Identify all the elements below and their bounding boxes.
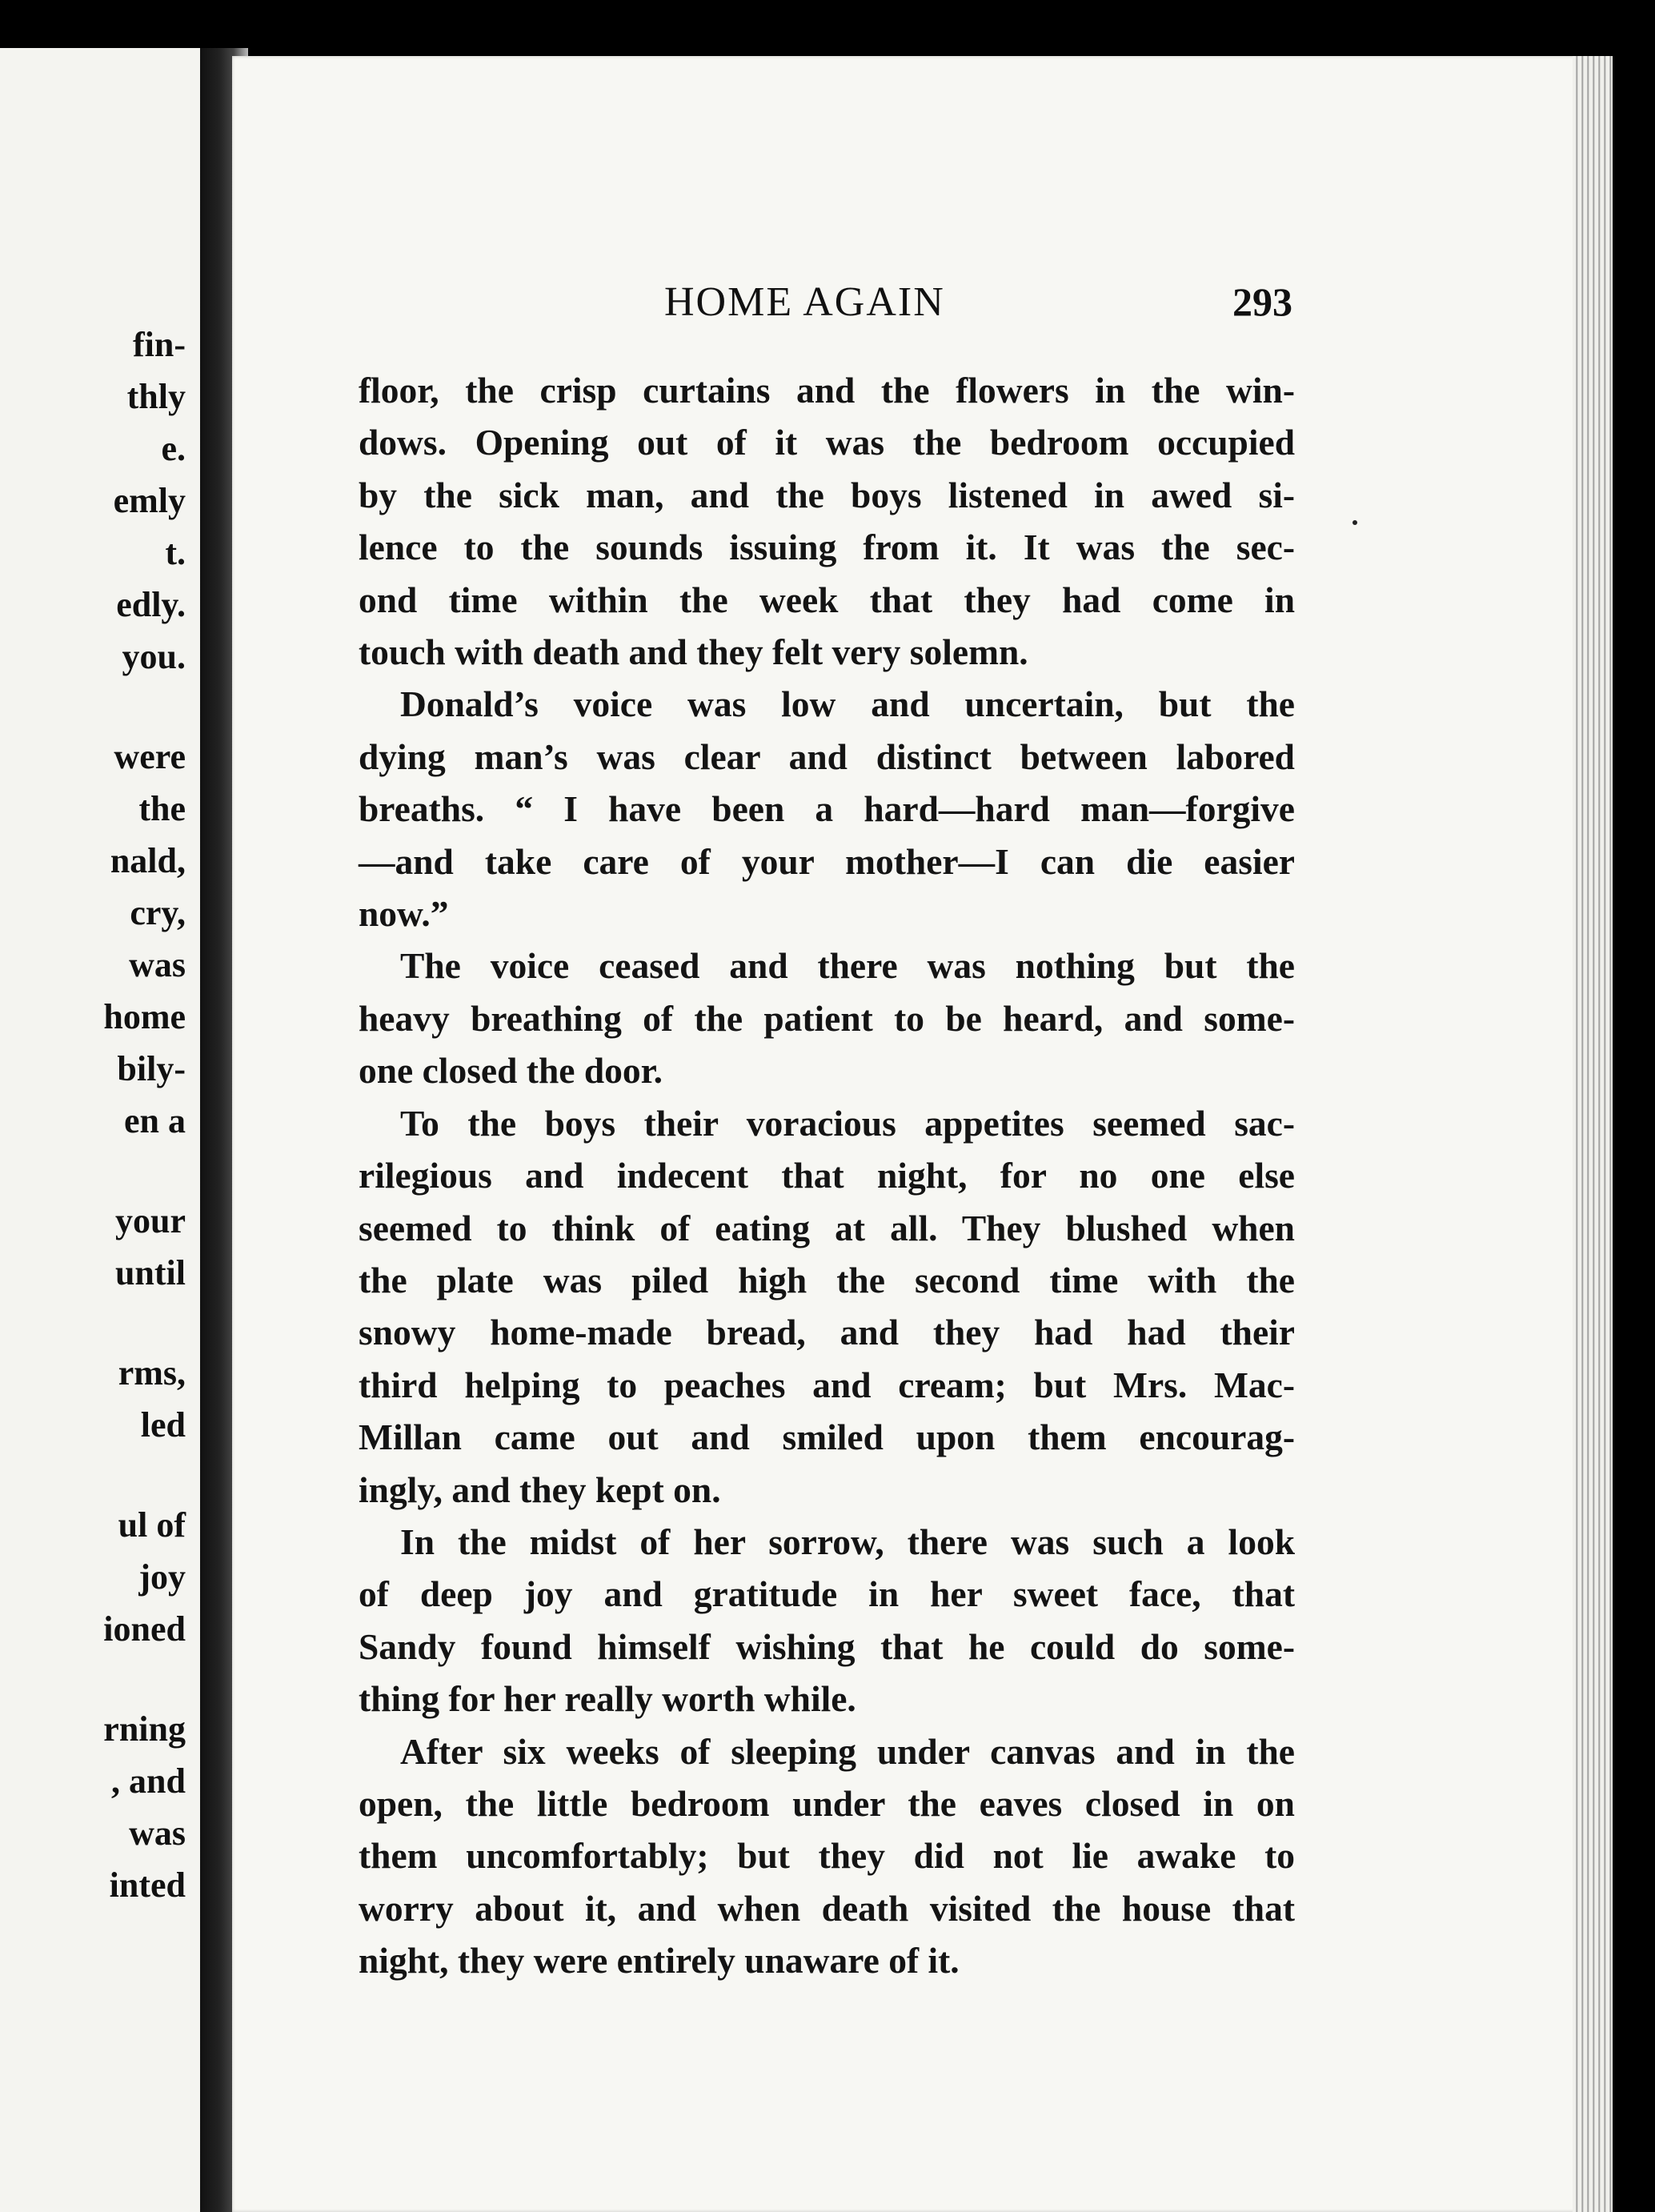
previous-page-fragment	[0, 48, 200, 2212]
text-line: Sandy found himself wishing that he could do some-	[359, 1625, 1295, 1667]
left-fragment-line: ul of	[118, 1505, 186, 1545]
left-fragment-line: rning	[103, 1709, 186, 1749]
left-fragment-line: you.	[122, 637, 186, 676]
text-line: After six weeks of sleeping under canvas and in the	[400, 1730, 1295, 1772]
text-line: open, the little bedroom under the eaves closed in on	[359, 1782, 1295, 1824]
left-fragment-line: joy	[138, 1557, 186, 1597]
left-fragment-line: nald,	[110, 841, 186, 880]
text-line: by the sick man, and the boys listened in awed si-	[359, 474, 1295, 515]
text-line: worry about it, and when death visited the house that	[359, 1887, 1295, 1929]
paragraph	[359, 678, 1295, 940]
page-header	[232, 279, 1577, 327]
left-fragment-line: home	[103, 997, 186, 1036]
text-line: floor, the crisp curtains and the flowers in the win-	[359, 370, 1295, 411]
text-line: Donald’s voice was low and uncertain, but the	[400, 683, 1295, 725]
text-line: dows. Opening out of it was the bedroom occupied	[359, 422, 1295, 463]
text-line: rilegious and indecent that night, for no one else	[359, 1155, 1295, 1196]
scan-border	[1613, 0, 1655, 2212]
paragraph	[359, 1516, 1295, 1725]
text-line: touch with death and they felt very solemn.	[359, 631, 1028, 673]
text-line: heavy breathing of the patient to be heard, and some-	[359, 997, 1295, 1039]
left-fragment-line: the	[138, 789, 186, 828]
text-line: the plate was piled high the second time with the	[359, 1259, 1295, 1300]
scan-speck	[1352, 520, 1357, 525]
left-fragment-line: en a	[124, 1101, 186, 1140]
text-line: snowy home-made bread, and they had had their	[359, 1312, 1295, 1353]
left-fragment-line: bily-	[117, 1049, 186, 1088]
text-line: one closed the door.	[359, 1050, 663, 1092]
text-line: dying man’s was clear and distinct between labored	[359, 735, 1295, 777]
page-body	[359, 364, 1295, 1987]
left-fragment-line: fin-	[133, 325, 186, 364]
left-fragment-line: was	[129, 1813, 186, 1853]
paragraph	[359, 364, 1295, 678]
paragraph	[359, 1097, 1295, 1516]
left-fragment-line: was	[129, 945, 186, 984]
left-fragment-line: thly	[126, 377, 186, 416]
text-line: seemed to think of eating at all. They blushed when	[359, 1207, 1295, 1248]
left-fragment-line: until	[114, 1253, 186, 1292]
text-line: To the boys their voracious appetites seemed sac-	[400, 1102, 1295, 1144]
text-line: ingly, and they kept on.	[359, 1469, 721, 1510]
left-fragment-line: , and	[111, 1761, 186, 1801]
text-line: now.”	[359, 893, 449, 935]
left-fragment-line: led	[140, 1405, 186, 1445]
text-line: them uncomfortably; but they did not lie awake to	[359, 1835, 1295, 1877]
text-line: breaths. “ I have been a hard—hard man—forgive	[359, 788, 1295, 830]
text-line: —and take care of your mother—I can die easier	[359, 840, 1295, 882]
text-line: thing for her really worth while.	[359, 1678, 856, 1720]
text-line: third helping to peaches and cream; but Mrs. Mac-	[359, 1364, 1295, 1405]
left-fragment-line: were	[114, 737, 186, 776]
text-line: lence to the sounds issuing from it. It was the sec-	[359, 527, 1295, 568]
page-number: 293	[1232, 279, 1292, 324]
text-line: ond time within the week that they had come in	[359, 579, 1295, 620]
text-line: night, they were entirely unaware of it.	[359, 1940, 960, 1982]
text-line: In the midst of her sorrow, there was such a look	[400, 1521, 1295, 1562]
left-fragment-line: t.	[165, 533, 186, 572]
text-line: The voice ceased and there was nothing but the	[400, 945, 1295, 987]
book-page	[232, 56, 1577, 2212]
left-fragment-line: emly	[113, 481, 186, 520]
left-fragment-line: inted	[109, 1865, 186, 1905]
text-line: of deep joy and gratitude in her sweet face, that	[359, 1573, 1295, 1615]
paragraph	[359, 1725, 1295, 1987]
page-edge-stack	[1573, 56, 1613, 2212]
text-line: Millan came out and smiled upon them encourag-	[359, 1417, 1295, 1458]
running-title: HOME AGAIN	[664, 279, 945, 325]
left-fragment-line: cry,	[130, 893, 186, 932]
left-fragment-line: edly.	[116, 585, 186, 624]
left-fragment-line: rms,	[118, 1353, 186, 1393]
paragraph	[359, 940, 1295, 1096]
left-fragment-line: ioned	[103, 1609, 186, 1649]
left-fragment-line: your	[115, 1201, 186, 1240]
left-fragment-line: e.	[161, 429, 186, 468]
